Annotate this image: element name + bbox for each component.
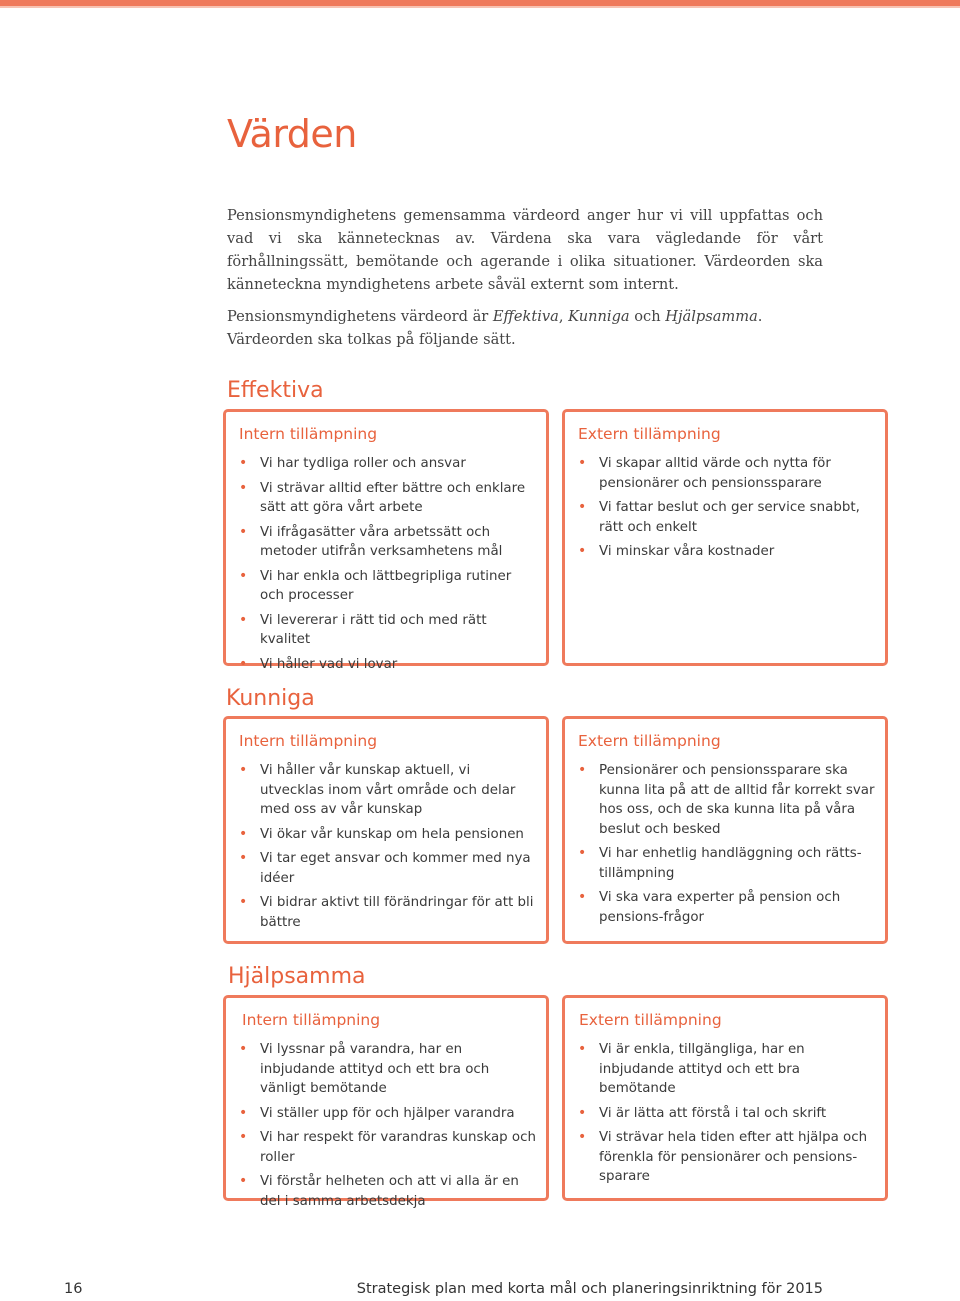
section-title-effektiva: Effektiva bbox=[227, 378, 324, 403]
hjalpsamma-extern-box bbox=[562, 995, 888, 1201]
intro-paragraph-2-end: . Värdeorden ska tolkas på följande sätt. bbox=[227, 308, 763, 348]
list-item-text: Vi tar eget ansvar och kommer med nya idéer bbox=[260, 851, 531, 886]
intro-sep-2: och bbox=[629, 308, 666, 325]
bullet-dot-icon: • bbox=[239, 850, 248, 866]
box-title: Intern tillämpning bbox=[239, 732, 378, 750]
intro-paragraph-2-start: Pensionsmyndighetens värdeord är bbox=[227, 308, 493, 325]
list-item bbox=[239, 567, 538, 606]
box-title: Intern tillämpning bbox=[239, 425, 378, 443]
list-item-text: Vi har respekt för varandras kunskap och roller bbox=[260, 1130, 536, 1165]
list-item-text: Vi förstår helheten och att vi alla är en del i samma arbetsdekja bbox=[260, 1174, 519, 1209]
list-item bbox=[578, 1040, 877, 1099]
bullet-dot-icon: • bbox=[578, 543, 587, 559]
bullet-dot-icon: • bbox=[239, 1129, 248, 1145]
list-item bbox=[239, 611, 538, 650]
bullet-dot-icon: • bbox=[239, 825, 248, 842]
list-item-text: Vi är lätta att förstå i tal och skrift bbox=[599, 1105, 827, 1121]
bullet-dot-icon: • bbox=[239, 1104, 248, 1121]
list-item-text: Vi minskar våra kostnader bbox=[599, 544, 775, 559]
bullet-dot-icon: • bbox=[578, 1041, 587, 1057]
list-item bbox=[578, 844, 877, 883]
list-item bbox=[239, 454, 538, 474]
list-item bbox=[239, 849, 538, 888]
list-item-text: Vi skapar alltid värde och nytta för pensionärer och pensionssparare bbox=[599, 456, 831, 491]
list-item-text: Vi håller vår kunskap aktuell, vi utvecklas inom vårt område och delar med oss av vår kunskap bbox=[260, 763, 516, 817]
bullet-dot-icon: • bbox=[239, 1173, 248, 1189]
list-item-text: Vi har enhetlig handläggning och rätts-tillämpning bbox=[599, 846, 862, 881]
effektiva-intern-box bbox=[223, 409, 549, 672]
kunniga-intern-box bbox=[223, 716, 549, 944]
footer-document-title: Strategisk plan med korta mål och planeringsinriktning för 2015 bbox=[356, 1281, 823, 1297]
list-item bbox=[239, 825, 538, 845]
bullet-dot-icon: • bbox=[578, 455, 587, 471]
bullet-dot-icon: • bbox=[239, 567, 248, 584]
kunniga-extern-list bbox=[578, 761, 877, 932]
list-item bbox=[578, 498, 877, 537]
top-accent-line bbox=[0, 6, 960, 8]
effektiva-extern-list bbox=[578, 454, 877, 567]
list-item-text: Vi bidrar aktivt till förändringar för att bli bättre bbox=[260, 895, 534, 930]
value-hjalpsamma: Hjälpsamma bbox=[665, 308, 758, 325]
list-item bbox=[578, 1128, 877, 1187]
list-item-text: Vi levererar i rätt tid och med rätt kvalitet bbox=[260, 612, 487, 647]
section-title-kunniga: Kunniga bbox=[226, 686, 315, 711]
box-title: Intern tillämpning bbox=[242, 1011, 381, 1029]
list-item-text: Pensionärer och pensionssparare ska kunna lita på att de alltid får korrekt svar hos oss, och de ska kunna lita på våra beslut och besked bbox=[599, 763, 875, 837]
value-effektiva: Effektiva bbox=[492, 308, 559, 325]
kunniga-extern-box bbox=[562, 716, 888, 944]
list-item bbox=[239, 1040, 538, 1099]
value-kunniga: Kunniga bbox=[568, 308, 630, 325]
bullet-dot-icon: • bbox=[239, 523, 248, 540]
intro-paragraph-1: Pensionsmyndighetens gemensamma värdeord anger hur vi vill uppfattas och vad vi ska kännetecknas av. Värdena ska vara vägledande för vårt förhållningssätt, bemötande och agerande i olika situationer. Värdeorden ska känneteckna myndighetens arbete såväl externt som internt. bbox=[227, 207, 823, 293]
bullet-dot-icon: • bbox=[239, 894, 248, 910]
bullet-dot-icon: • bbox=[578, 499, 587, 515]
list-item bbox=[578, 761, 877, 839]
bullet-dot-icon: • bbox=[578, 762, 587, 778]
intro-paragraph-2 bbox=[227, 305, 823, 351]
list-item bbox=[578, 542, 877, 562]
list-item-text: Vi har tydliga roller och ansvar bbox=[260, 456, 466, 471]
list-item-text: Vi strävar alltid efter bättre och enklare sätt att göra vårt arbete bbox=[260, 480, 526, 515]
bullet-dot-icon: • bbox=[239, 611, 248, 628]
bullet-dot-icon: • bbox=[239, 1041, 248, 1057]
bullet-dot-icon: • bbox=[239, 762, 248, 778]
section-title-hjalpsamma: Hjälpsamma bbox=[228, 964, 366, 989]
bullet-dot-icon: • bbox=[578, 1104, 587, 1121]
list-item-text: Vi ifrågasätter våra arbetssätt och metoder utifrån verksamhetens mål bbox=[260, 524, 503, 559]
bullet-dot-icon: • bbox=[578, 845, 587, 861]
box-title: Extern tillämpning bbox=[578, 425, 721, 443]
list-item bbox=[239, 479, 538, 518]
bullet-dot-icon: • bbox=[578, 889, 587, 905]
list-item bbox=[578, 888, 877, 927]
page-number: 16 bbox=[64, 1281, 83, 1297]
bullet-dot-icon: • bbox=[239, 455, 248, 471]
list-item bbox=[578, 454, 877, 493]
page-title: Värden bbox=[227, 112, 357, 156]
list-item-text: Vi fattar beslut och ger service snabbt, rätt och enkelt bbox=[599, 500, 860, 535]
list-item-text: Vi är enkla, tillgängliga, har en inbjudande attityd och ett bra bemötande bbox=[599, 1042, 805, 1096]
list-item bbox=[239, 1128, 538, 1167]
effektiva-extern-box bbox=[562, 409, 888, 666]
list-item bbox=[239, 1172, 538, 1211]
list-item bbox=[239, 893, 538, 932]
hjalpsamma-intern-list bbox=[239, 1040, 538, 1216]
list-item-text: Vi strävar hela tiden efter att hjälpa och förenkla för pensionärer och pensions-sparare bbox=[599, 1130, 868, 1184]
list-item-text: Vi har enkla och lättbegripliga rutiner och processer bbox=[260, 568, 512, 603]
list-item bbox=[239, 1104, 538, 1124]
list-item-text: Vi håller vad vi lovar bbox=[260, 656, 398, 672]
list-item-text: Vi lyssnar på varandra, har en inbjudande attityd och ett bra och vänligt bemötande bbox=[260, 1042, 490, 1096]
box-title: Extern tillämpning bbox=[579, 1011, 722, 1029]
effektiva-intern-list bbox=[239, 454, 538, 679]
list-item bbox=[578, 1104, 877, 1124]
hjalpsamma-extern-list bbox=[578, 1040, 877, 1192]
list-item bbox=[239, 523, 538, 562]
kunniga-intern-list bbox=[239, 761, 538, 937]
list-item bbox=[239, 655, 538, 675]
list-item-text: Vi ökar vår kunskap om hela pensionen bbox=[260, 826, 524, 842]
list-item-text: Vi ska vara experter på pension och pensions-frågor bbox=[599, 890, 841, 925]
list-item-text: Vi ställer upp för och hjälper varandra bbox=[260, 1105, 515, 1121]
hjalpsamma-intern-box bbox=[223, 995, 549, 1209]
box-title: Extern tillämpning bbox=[578, 732, 721, 750]
bullet-dot-icon: • bbox=[239, 655, 248, 672]
bullet-dot-icon: • bbox=[578, 1129, 587, 1145]
bullet-dot-icon: • bbox=[239, 479, 248, 496]
intro-sep-1: , bbox=[558, 308, 569, 325]
list-item bbox=[239, 761, 538, 820]
